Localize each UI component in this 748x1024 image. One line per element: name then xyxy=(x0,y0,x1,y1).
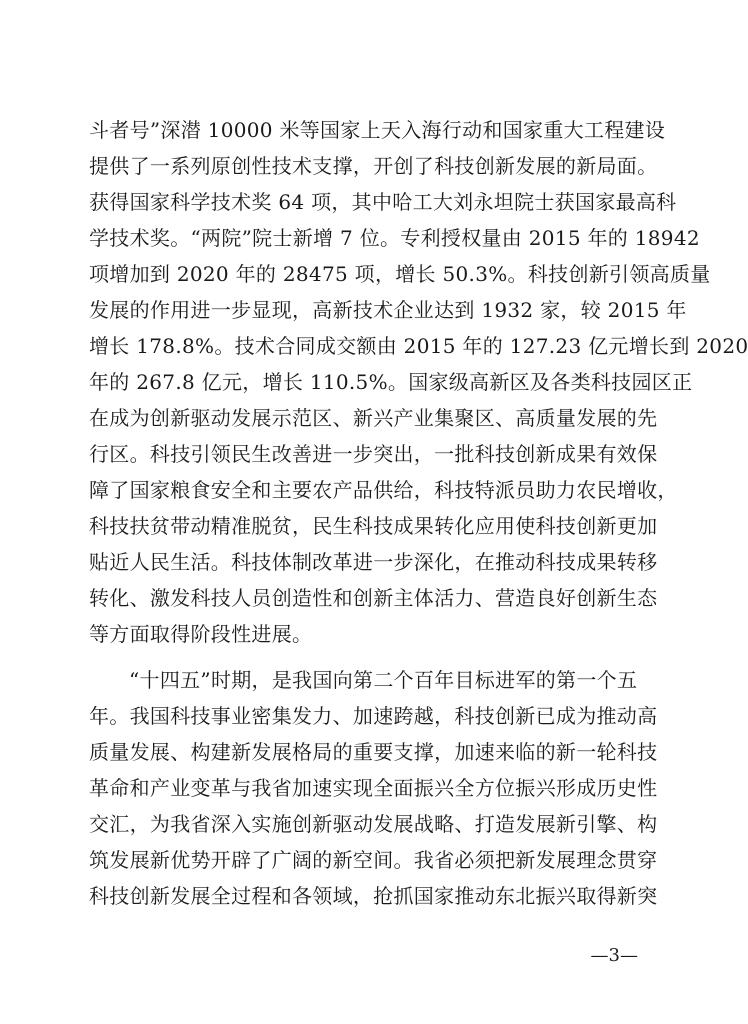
text-line: 革命和产业变革与我省加速实现全面振兴全方位振兴形成历史性 xyxy=(89,776,658,800)
text-line: 等方面取得阶段性进展。 xyxy=(89,622,313,646)
text-line: 增长 178.8%。技术合同成交额由 2015 年的 127.23 亿元增长到 2020 xyxy=(89,334,748,358)
text-line: 在成为创新驱动发展示范区、新兴产业集聚区、高质量发展的先 xyxy=(89,406,658,430)
text-line: 障了国家粮食安全和主要农产品供给，科技特派员助力农民增收， xyxy=(89,478,678,502)
text-line: 发展的作用进一步显现，高新技术企业达到 1932 家，较 2015 年 xyxy=(89,298,687,322)
text-line: 科技创新发展全过程和各领域，抢抓国家推动东北振兴取得新突 xyxy=(89,884,658,908)
text-line: “十四五”时期，是我国向第二个百年目标进军的第一个五 xyxy=(129,668,638,692)
text-line: 交汇，为我省深入实施创新驱动发展战略、打造发展新引擎、构 xyxy=(89,812,658,836)
text-line: 项增加到 2020 年的 28475 项，增长 50.3%。科技创新引领高质量 xyxy=(89,262,711,286)
text-line: 质量发展、构建新发展格局的重要支撑，加速来临的新一轮科技 xyxy=(89,740,658,764)
text-line: 科技扶贫带动精准脱贫，民生科技成果转化应用使科技创新更加 xyxy=(89,514,658,538)
text-line: 贴近人民生活。科技体制改革进一步深化，在推动科技成果转移 xyxy=(89,550,658,574)
text-line: 获得国家科学技术奖 64 项，其中哈工大刘永坦院士获国家最高科 xyxy=(89,190,677,214)
text-line: 年。我国科技事业密集发力、加速跨越，科技创新已成为推动高 xyxy=(89,704,658,728)
text-line: 筑发展新优势开辟了广阔的新空间。我省必须把新发展理念贯穿 xyxy=(89,848,658,872)
text-line: 学技术奖。“两院”院士新增 7 位。专利授权量由 2015 年的 18942 xyxy=(89,226,700,250)
page-number: —3— xyxy=(590,945,638,966)
text-line: 行区。科技引领民生改善进一步突出，一批科技创新成果有效保 xyxy=(89,442,658,466)
text-line: 提供了一系列原创性技术支撑，开创了科技创新发展的新局面。 xyxy=(89,154,658,178)
text-line: 年的 267.8 亿元，增长 110.5%。国家级高新区及各类科技园区正 xyxy=(89,370,693,394)
text-line: 转化、激发科技人员创造性和创新主体活力、营造良好创新生态 xyxy=(89,586,658,610)
text-line: 斗者号”深潜 10000 米等国家上天入海行动和国家重大工程建设 xyxy=(89,118,666,142)
